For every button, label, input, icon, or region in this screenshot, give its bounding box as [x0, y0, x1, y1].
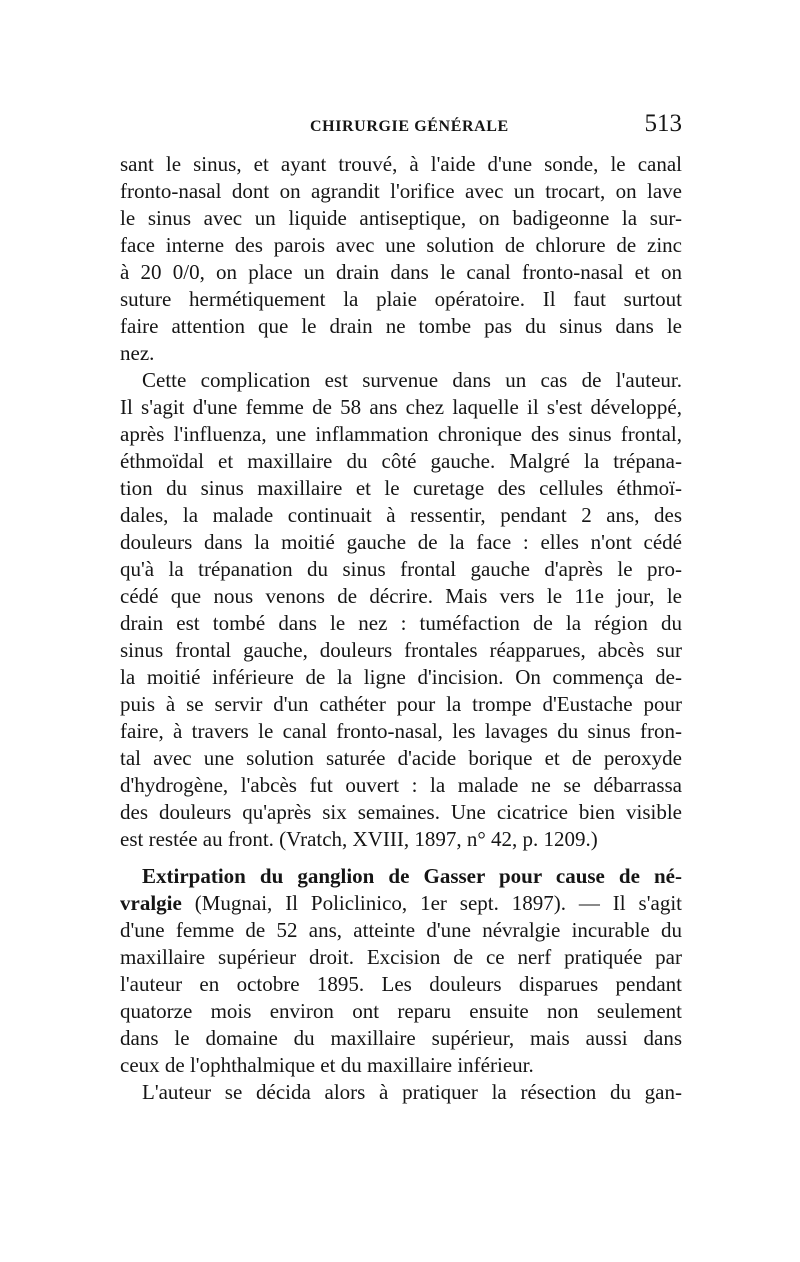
text-line: puis à se servir d'un cathéter pour la trompe d'Eustache pour	[120, 692, 682, 716]
page-number: 513	[644, 110, 682, 137]
text-line: dans le domaine du maxillaire supérieur, mais aussi dans	[120, 1026, 682, 1050]
section-title: Extirpation du ganglion de Gasser pour cause de né-	[142, 864, 682, 888]
text-line: Cette complication est survenue dans un cas de l'auteur.	[142, 368, 682, 392]
text-line: qu'à la trépanation du sinus frontal gauche d'après le pro-	[120, 557, 682, 581]
text-line: tal avec une solution saturée d'acide borique et de peroxyde	[120, 746, 682, 770]
page-header	[120, 110, 682, 144]
section-title-continued: vralgie	[120, 891, 182, 915]
citation-text: (Mugnai, Il Policlinico, 1er sept. 1897). — Il s'agit	[181, 891, 682, 915]
text-line: à 20 0/0, on place un drain dans le canal fronto-nasal et on	[120, 260, 682, 284]
text-line: tion du sinus maxillaire et le curetage des cellules éthmoï-	[120, 476, 682, 500]
text-line: le sinus avec un liquide antiseptique, on badigeonne la sur-	[120, 206, 682, 230]
text-line: sinus frontal gauche, douleurs frontales réapparues, abcès sur	[120, 638, 682, 662]
text-line: l'auteur en octobre 1895. Les douleurs disparues pendant	[120, 972, 682, 996]
text-line: dales, la malade continuait à ressentir, pendant 2 ans, des	[120, 503, 682, 527]
text-line: nez.	[120, 341, 155, 365]
text-line: des douleurs qu'après six semaines. Une cicatrice bien visible	[120, 800, 682, 824]
text-line: maxillaire supérieur droit. Excision de ce nerf pratiquée par	[120, 945, 682, 969]
text-line	[120, 890, 682, 917]
text-line: Il s'agit d'une femme de 58 ans chez laquelle il s'est développé,	[120, 395, 682, 419]
text-line: après l'influenza, une inflammation chronique des sinus frontal,	[120, 422, 682, 446]
text-line: sant le sinus, et ayant trouvé, à l'aide d'une sonde, le canal	[120, 152, 682, 176]
text-line: faire attention que le drain ne tombe pas du sinus dans le	[120, 314, 682, 338]
text-line: L'auteur se décida alors à pratiquer la résection du gan-	[142, 1080, 682, 1104]
text-line: douleurs dans la moitié gauche de la face : elles n'ont cédé	[120, 530, 682, 554]
text-line: d'hydrogène, l'abcès fut ouvert : la malade ne se débarrassa	[120, 773, 682, 797]
text-line: est restée au front. (Vratch, XVIII, 1897, n° 42, p. 1209.)	[120, 827, 598, 851]
text-line: quatorze mois environ ont reparu ensuite non seulement	[120, 999, 682, 1023]
text-line: la moitié inférieure de la ligne d'incision. On commença de-	[120, 665, 682, 689]
text-line: ceux de l'ophthalmique et du maxillaire inférieur.	[120, 1053, 534, 1077]
text-line: suture hermétiquement la plaie opératoire. Il faut surtout	[120, 287, 682, 311]
text-line: faire, à travers le canal fronto-nasal, les lavages du sinus fron-	[120, 719, 682, 743]
text-line: cédé que nous venons de décrire. Mais vers le 11e jour, le	[120, 584, 682, 608]
text-line: drain est tombé dans le nez : tuméfaction de la région du	[120, 611, 682, 635]
text-line: d'une femme de 52 ans, atteinte d'une névralgie incurable du	[120, 918, 682, 942]
text-line: face interne des parois avec une solution de chlorure de zinc	[120, 233, 682, 257]
text-line: éthmoïdal et maxillaire du côté gauche. Malgré la trépana-	[120, 449, 682, 473]
running-head: CHIRURGIE GÉNÉRALE	[310, 118, 509, 135]
text-line: fronto-nasal dont on agrandit l'orifice avec un trocart, on lave	[120, 179, 682, 203]
